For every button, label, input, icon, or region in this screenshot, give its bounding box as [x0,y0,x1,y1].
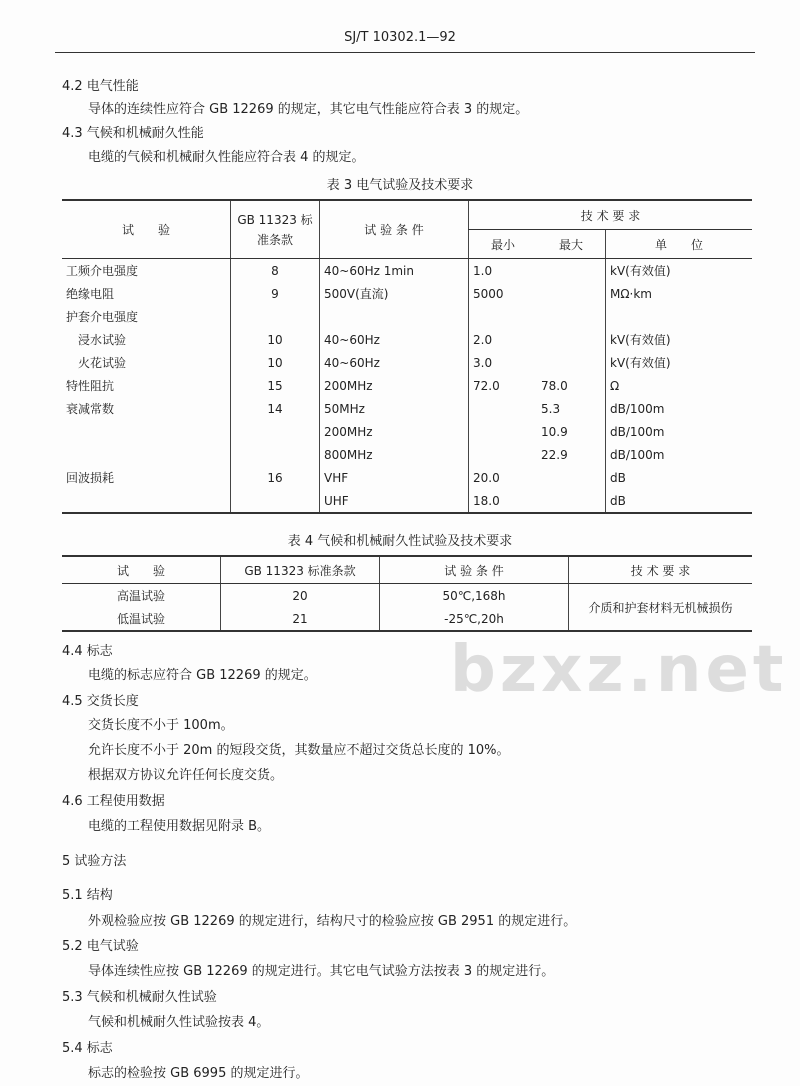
cell: 40~60Hz 1min [320,259,469,283]
cell: 8 [231,259,320,283]
section-4-2-title: 4.2 电气性能 [62,79,139,94]
section-4-5-title: 4.5 交货长度 [62,694,139,709]
section-5-1-body: 外观检验应按 GB 12269 的规定进行，结构尺寸的检验应按 GB 2951 的规定进行。 [88,914,577,929]
cell: 5.3 [541,401,561,416]
cell [537,259,606,283]
cell [231,489,320,513]
section-5-1-title: 5.1 结构 [62,888,113,903]
cell: 14 [231,397,320,420]
table-row [62,584,752,608]
section-4-6-title: 4.6 工程使用数据 [62,794,165,809]
cell: 3.0 [469,351,538,374]
cell: 绝缘电阻 [66,287,115,301]
table-4 [62,555,752,632]
cell: 浸水试验 [66,333,127,347]
table-row [62,489,752,513]
cell: 5000 [469,282,538,305]
cell [62,489,231,513]
cell: 工频介电强度 [66,264,139,278]
cell: 800MHz [320,443,469,466]
cell: dB/100m [606,443,753,466]
cell: 20 [221,584,380,608]
cell: 回波损耗 [66,471,115,485]
cell [537,351,606,374]
cell: 40~60Hz [320,328,469,351]
section-4-3-body: 电缆的气候和机械耐久性能应符合表 4 的规定。 [88,150,365,165]
cell: 衰减常数 [66,402,115,416]
cell: dB/100m [606,397,753,420]
cell [537,328,606,351]
col-clause: GB 11323 标准条款 [231,200,320,259]
section-4-5-line: 允许长度不小于 20m 的短段交货，其数量应不超过交货总长度的 10%。 [88,743,510,758]
table-row [62,305,752,328]
section-4-4-body: 电缆的标志应符合 GB 12269 的规定。 [88,668,317,683]
cell: kV(有效值) [606,328,753,351]
col-requirements: 技 术 要 求 [469,200,753,230]
cell: dB [606,489,753,513]
section-4-2-body: 导体的连续性应符合 GB 12269 的规定，其它电气性能应符合表 3 的规定。 [88,102,529,117]
cell: 16 [231,466,320,489]
col-min: 最小 [469,230,538,259]
section-4-5-line: 交货长度不小于 100m。 [88,718,234,733]
cell [469,397,538,420]
cell: 10 [231,328,320,351]
cell: 高温试验 [116,589,165,603]
cell: 200MHz [320,374,469,397]
watermark: bzxz.net [450,633,788,707]
cell: VHF [320,466,469,489]
table-3 [62,199,752,514]
col-requirement: 技 术 要 求 [569,556,753,584]
cell: 10.9 [541,424,568,439]
cell: 1.0 [469,259,538,283]
col-unit: 单 位 [606,230,753,259]
col-condition: 试 验 条 件 [380,556,569,584]
cell: 50MHz [320,397,469,420]
header-rule [55,52,755,53]
table-row [62,374,752,397]
cell: MΩ·km [606,282,753,305]
cell: 9 [231,282,320,305]
cell [537,466,606,489]
cell: 22.9 [541,447,568,462]
section-5-2-body: 导体连续性应按 GB 12269 的规定进行。其它电气试验方法按表 3 的规定进行。 [88,964,555,979]
cell: dB [606,466,753,489]
section-5-title: 5 试验方法 [62,854,127,869]
cell [469,420,538,443]
cell: 2.0 [469,328,538,351]
cell: Ω [606,374,753,397]
col-test: 试 验 [62,200,231,259]
cell [606,305,753,328]
cell: 低温试验 [116,612,165,626]
cell [62,420,231,443]
col-clause: GB 11323 标准条款 [221,556,380,584]
section-5-3-title: 5.3 气候和机械耐久性试验 [62,990,217,1005]
section-5-2-title: 5.2 电气试验 [62,939,139,954]
cell [231,305,320,328]
section-5-4-title: 5.4 标志 [62,1041,113,1056]
cell: 500V(直流) [320,282,469,305]
cell-requirement: 介质和护套材料无机械损伤 [569,584,753,632]
table3-caption: 表 3 电气试验及技术要求 [326,178,474,193]
table-row [62,397,752,420]
col-max: 最大 [537,230,606,259]
table-row [62,328,752,351]
cell: 护套介电强度 [66,310,139,324]
cell: 40~60Hz [320,351,469,374]
cell: 10 [231,351,320,374]
cell: 20.0 [469,466,538,489]
cell: kV(有效值) [606,351,753,374]
section-4-4-title: 4.4 标志 [62,644,113,659]
cell: UHF [320,489,469,513]
section-5-4-body: 标志的检验按 GB 6995 的规定进行。 [88,1066,309,1081]
cell [537,282,606,305]
cell [469,443,538,466]
section-5-3-body: 气候和机械耐久性试验按表 4。 [88,1015,270,1030]
cell [320,305,469,328]
cell [469,305,538,328]
page-header: SJ/T 10302.1—92 [344,30,456,45]
table4-caption: 表 4 气候和机械耐久性试验及技术要求 [287,534,513,549]
cell [537,305,606,328]
cell [231,443,320,466]
cell: -25℃,20h [380,607,569,631]
cell: 21 [221,607,380,631]
col-test: 试 验 [62,556,221,584]
cell [62,443,231,466]
cell: 火花试验 [66,356,127,370]
cell: 200MHz [320,420,469,443]
section-4-3-title: 4.3 气候和机械耐久性能 [62,126,204,141]
cell [231,420,320,443]
cell: 72.0 [469,374,538,397]
table-row [62,443,752,466]
table-row [62,351,752,374]
cell: 18.0 [469,489,538,513]
table-row [62,466,752,489]
cell: kV(有效值) [606,259,753,283]
table-row [62,282,752,305]
table-row [62,259,752,283]
cell: 50℃,168h [380,584,569,608]
cell: dB/100m [606,420,753,443]
section-4-6-body: 电缆的工程使用数据见附录 B。 [88,819,271,834]
cell: 特性阻抗 [66,379,115,393]
section-4-5-line: 根据双方协议允许任何长度交货。 [88,768,284,783]
cell: 78.0 [541,378,568,393]
cell: 15 [231,374,320,397]
table-row [62,420,752,443]
cell [537,489,606,513]
col-condition: 试 验 条 件 [320,200,469,259]
